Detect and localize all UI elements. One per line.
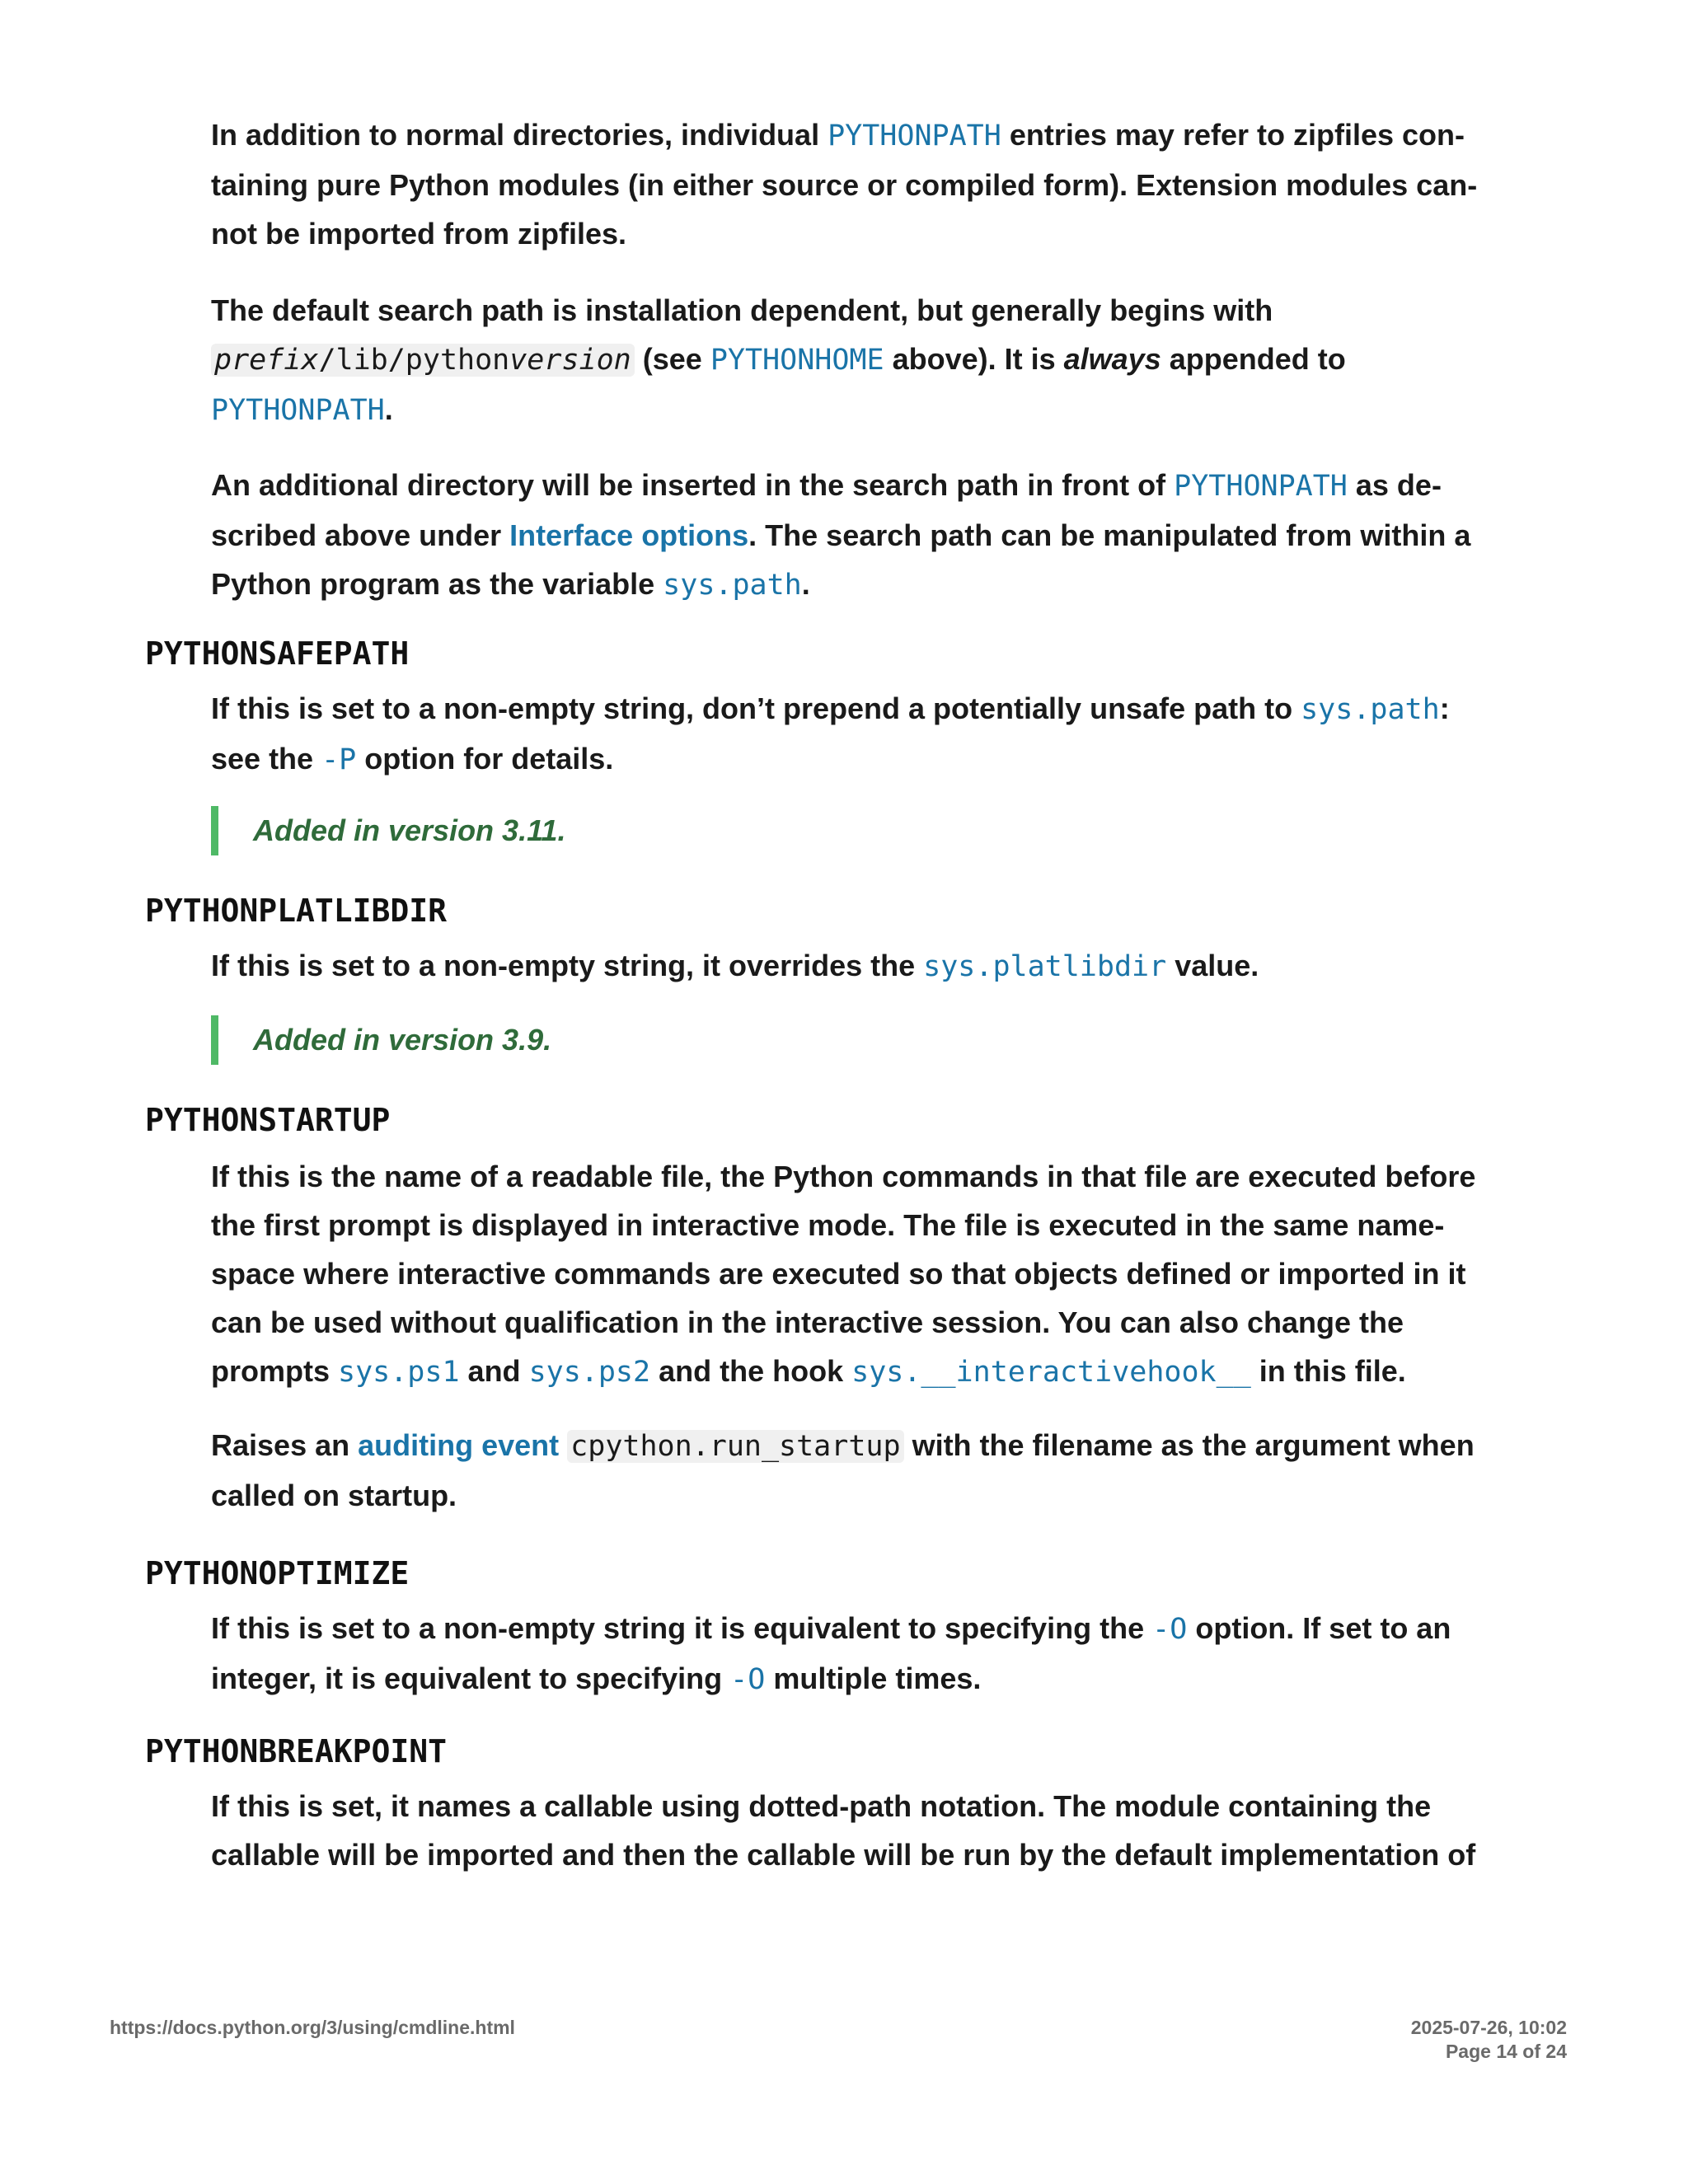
text: called on startup.	[211, 1479, 457, 1512]
text: (see	[642, 342, 702, 376]
sys-path-link[interactable]: sys.path	[1301, 693, 1440, 726]
sys-interactivehook-link[interactable]: sys.__interactivehook__	[851, 1356, 1251, 1389]
pythonpath-link[interactable]: PYTHONPATH	[828, 120, 1001, 152]
text: value.	[1175, 949, 1259, 982]
text: as de-	[1355, 468, 1442, 502]
text: above). It is	[892, 342, 1056, 376]
term-pythonsafepath: PYTHONSAFEPATH	[145, 635, 410, 672]
text: not be imported from zipfiles.	[211, 217, 627, 251]
footer-meta	[1411, 2016, 1567, 2064]
text: and	[467, 1354, 521, 1388]
sys-platlibdir-link[interactable]: sys.platlibdir	[923, 950, 1167, 983]
sys-ps1-link[interactable]: sys.ps1	[338, 1356, 460, 1389]
text: multiple times.	[773, 1661, 982, 1695]
pythonhome-link[interactable]: PYTHONHOME	[710, 344, 884, 377]
additional-directory-paragraph	[211, 461, 1546, 610]
text: .	[384, 392, 393, 426]
text: can be used without qualification in the interactive session. You can also change the	[211, 1305, 1404, 1339]
text: In addition to normal directories, individual	[211, 118, 820, 152]
pythonplatlibdir-description	[211, 941, 1546, 991]
term-pythonplatlibdir: PYTHONPLATLIBDIR	[145, 893, 448, 929]
option-p-link[interactable]: -P	[321, 743, 357, 776]
term-pythonoptimize: PYTHONOPTIMIZE	[145, 1555, 410, 1591]
text: space where interactive commands are executed so that objects defined or imported in it	[211, 1257, 1466, 1291]
emphasis-text: always	[1063, 342, 1161, 376]
text: An additional directory will be inserted in the search path in front of	[211, 468, 1166, 502]
text: and the hook	[659, 1354, 844, 1388]
pythonstartup-description	[211, 1152, 1546, 1397]
footer-page-number: Page 14 of 24	[1445, 2041, 1567, 2062]
version-added-note: Added in version 3.11.	[211, 806, 565, 855]
term-pythonbreakpoint: PYTHONBREAKPOINT	[145, 1733, 448, 1769]
footer-datetime: 2025-07-26, 10:02	[1410, 2017, 1567, 2038]
text: . The search path can be manipulated from within a	[748, 518, 1471, 552]
text: Raises an	[211, 1428, 350, 1462]
pythonbreakpoint-description	[211, 1782, 1546, 1879]
option-o-link[interactable]: -O	[1152, 1613, 1188, 1646]
text: prompts	[211, 1354, 330, 1388]
pythonpath-link[interactable]: PYTHONPATH	[1174, 470, 1348, 503]
auditing-event-link[interactable]: auditing event	[358, 1428, 560, 1462]
event-name-literal: cpython.run_startup	[567, 1430, 903, 1463]
zipfile-paragraph	[211, 110, 1546, 258]
text: scribed above under	[211, 518, 502, 552]
text: If this is set, it names a callable using dotted-path notation. The module containing the	[211, 1789, 1432, 1823]
pythonoptimize-description	[211, 1604, 1546, 1704]
term-pythonstartup: PYTHONSTARTUP	[145, 1102, 391, 1138]
text: Python program as the variable	[211, 567, 655, 601]
text: in this file.	[1259, 1354, 1406, 1388]
text: If this is set to a non-empty string it is equivalent to specifying the	[211, 1611, 1145, 1645]
text: entries may refer to zipfiles con-	[1009, 118, 1465, 152]
text: :	[1439, 691, 1450, 725]
version-added-note: Added in version 3.9.	[211, 1015, 551, 1065]
text: the first prompt is displayed in interactive mode. The file is executed in the same name-	[211, 1208, 1445, 1242]
option-o-link[interactable]: -O	[730, 1663, 766, 1696]
footer-url: https://docs.python.org/3/using/cmdline.html	[110, 2017, 515, 2038]
prefix-path-literal: prefix/lib/pythonversion	[211, 344, 635, 377]
text: If this is set to a non-empty string, it overrides the	[211, 949, 916, 982]
sys-path-link[interactable]: sys.path	[663, 569, 802, 602]
text: If this is set to a non-empty string, don’t prepend a potentially unsafe path to	[211, 691, 1293, 725]
interface-options-link[interactable]: Interface options	[509, 518, 749, 552]
text: The default search path is installation dependent, but generally begins with	[211, 293, 1273, 327]
auditing-event-paragraph	[211, 1421, 1546, 1520]
sys-ps2-link[interactable]: sys.ps2	[528, 1356, 651, 1389]
pythonpath-link[interactable]: PYTHONPATH	[211, 394, 385, 427]
text: appended to	[1169, 342, 1346, 376]
text: with the filename as the argument when	[912, 1428, 1475, 1462]
text: callable will be imported and then the callable will be run by the default implementation of	[211, 1838, 1476, 1872]
text: integer, it is equivalent to specifying	[211, 1661, 723, 1695]
text: see the	[211, 742, 314, 776]
text: option. If set to an	[1195, 1611, 1451, 1645]
pythonsafepath-description	[211, 684, 1546, 785]
default-search-path-paragraph	[211, 286, 1546, 435]
text: taining pure Python modules (in either source or compiled form). Extension modules can-	[211, 168, 1478, 202]
text: option for details.	[364, 742, 614, 776]
text: If this is the name of a readable file, the Python commands in that file are executed before	[211, 1160, 1476, 1193]
text: .	[801, 567, 810, 601]
